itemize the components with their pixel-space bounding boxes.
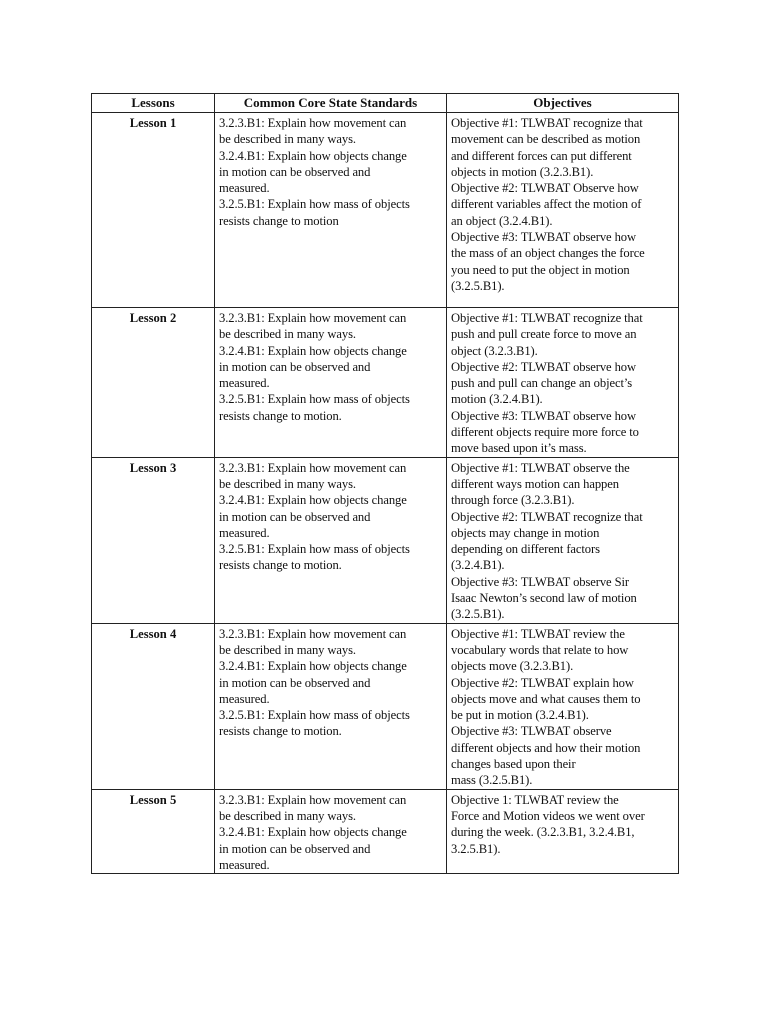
standards-line: 3.2.4.B1: Explain how objects change bbox=[219, 825, 407, 840]
objectives-line: push and pull can change an object’s bbox=[451, 376, 633, 391]
standards-line: resists change to motion. bbox=[219, 724, 342, 739]
standards-line: in motion can be observed and bbox=[219, 509, 371, 524]
table-header-row bbox=[92, 94, 679, 113]
objectives-line: different variables affect the motion of bbox=[451, 197, 642, 212]
standards-cell bbox=[215, 457, 447, 623]
standards-line: 3.2.5.B1: Explain how mass of objects bbox=[219, 197, 410, 212]
standards-line: be described in many ways. bbox=[219, 132, 356, 147]
standards-line: 3.2.4.B1: Explain how objects change bbox=[219, 148, 407, 163]
objectives-cell bbox=[447, 308, 679, 458]
standards-line: 3.2.3.B1: Explain how movement can bbox=[219, 311, 407, 325]
standards-line: 3.2.4.B1: Explain how objects change bbox=[219, 343, 407, 358]
objectives-line: you need to put the object in motion bbox=[451, 262, 630, 277]
objectives-line: objects move (3.2.3.B1). bbox=[451, 659, 574, 674]
objectives-cell bbox=[447, 457, 679, 623]
objectives-line: Objective #2: TLWBAT explain how bbox=[451, 675, 634, 690]
objectives-line: Objective #3: TLWBAT observe how bbox=[451, 230, 636, 245]
objectives-cell bbox=[447, 113, 679, 308]
objectives-line: move based upon it’s mass. bbox=[451, 441, 587, 456]
standards-line: resists change to motion. bbox=[219, 558, 342, 573]
standards-line: in motion can be observed and bbox=[219, 841, 371, 856]
objectives-line: Objective #1: TLWBAT recognize that bbox=[451, 116, 643, 130]
objectives-line: different objects and how their motion bbox=[451, 740, 641, 755]
objectives-cell bbox=[447, 789, 679, 873]
standards-line: in motion can be observed and bbox=[219, 164, 371, 179]
standards-cell bbox=[215, 623, 447, 789]
objectives-line: through force (3.2.3.B1). bbox=[451, 493, 575, 508]
objectives-line: be put in motion (3.2.4.B1). bbox=[451, 708, 589, 723]
objectives-line: (3.2.4.B1). bbox=[451, 558, 505, 573]
table-row bbox=[92, 308, 679, 458]
standards-line: be described in many ways. bbox=[219, 327, 356, 342]
objectives-line: Objective #3: TLWBAT observe bbox=[451, 724, 612, 739]
objectives-line: (3.2.5.B1). bbox=[451, 278, 505, 293]
objectives-line: Objective #1: TLWBAT review the bbox=[451, 626, 625, 641]
objectives-line: (3.2.5.B1). bbox=[451, 607, 505, 622]
objectives-line: movement can be described as motion bbox=[451, 132, 641, 147]
objectives-line: changes based upon their bbox=[451, 757, 576, 772]
objectives-line: mass (3.2.5.B1). bbox=[451, 773, 533, 788]
header-objectives: Objectives bbox=[447, 94, 679, 113]
objectives-line: Objective #3: TLWBAT observe how bbox=[451, 408, 636, 423]
standards-line: 3.2.4.B1: Explain how objects change bbox=[219, 493, 407, 508]
objectives-line: Objective #2: TLWBAT Observe how bbox=[451, 181, 639, 196]
header-standards: Common Core State Standards bbox=[215, 94, 447, 113]
standards-line: resists change to motion bbox=[219, 213, 339, 228]
objectives-line: objects move and what causes them to bbox=[451, 691, 641, 706]
lesson-name-cell: Lesson 2 bbox=[92, 308, 215, 458]
objectives-line: push and pull create force to move an bbox=[451, 327, 637, 342]
objectives-line: Objective #1: TLWBAT recognize that bbox=[451, 311, 643, 325]
lesson-name-cell: Lesson 1 bbox=[92, 113, 215, 308]
lesson-name-cell: Lesson 4 bbox=[92, 623, 215, 789]
objectives-line: Objective 1: TLWBAT review the bbox=[451, 792, 619, 807]
standards-line: 3.2.3.B1: Explain how movement can bbox=[219, 460, 407, 475]
objectives-line: different ways motion can happen bbox=[451, 476, 619, 491]
objectives-line: Objective #1: TLWBAT observe the bbox=[451, 460, 630, 475]
standards-line: be described in many ways. bbox=[219, 808, 356, 823]
objectives-line: objects in motion (3.2.3.B1). bbox=[451, 164, 594, 179]
standards-line: measured. bbox=[219, 181, 270, 196]
table-row bbox=[92, 789, 679, 873]
standards-line: be described in many ways. bbox=[219, 476, 356, 491]
lesson-plan-table bbox=[91, 93, 679, 874]
header-lessons: Lessons bbox=[92, 94, 215, 113]
objectives-line: depending on different factors bbox=[451, 542, 600, 557]
document-page bbox=[91, 93, 678, 874]
standards-cell bbox=[215, 308, 447, 458]
standards-line: 3.2.4.B1: Explain how objects change bbox=[219, 659, 407, 674]
standards-line: in motion can be observed and bbox=[219, 675, 371, 690]
standards-line: resists change to motion. bbox=[219, 408, 342, 423]
lesson-name-cell: Lesson 3 bbox=[92, 457, 215, 623]
objectives-line: during the week. (3.2.3.B1, 3.2.4.B1, bbox=[451, 825, 635, 840]
objectives-line: object (3.2.3.B1). bbox=[451, 343, 538, 358]
objectives-line: an object (3.2.4.B1). bbox=[451, 213, 553, 228]
objectives-line: the mass of an object changes the force bbox=[451, 246, 645, 261]
standards-line: 3.2.5.B1: Explain how mass of objects bbox=[219, 542, 410, 557]
standards-line: be described in many ways. bbox=[219, 642, 356, 657]
lesson-name-cell: Lesson 5 bbox=[92, 789, 215, 873]
standards-line: 3.2.3.B1: Explain how movement can bbox=[219, 792, 407, 807]
standards-line: 3.2.5.B1: Explain how mass of objects bbox=[219, 392, 410, 407]
table-row bbox=[92, 457, 679, 623]
standards-line: in motion can be observed and bbox=[219, 359, 371, 374]
standards-line: 3.2.5.B1: Explain how mass of objects bbox=[219, 708, 410, 723]
standards-line: measured. bbox=[219, 857, 270, 872]
objectives-line: objects may change in motion bbox=[451, 525, 600, 540]
objectives-line: Isaac Newton’s second law of motion bbox=[451, 591, 637, 606]
standards-line: 3.2.3.B1: Explain how movement can bbox=[219, 116, 407, 130]
objectives-line: Force and Motion videos we went over bbox=[451, 808, 645, 823]
standards-cell bbox=[215, 789, 447, 873]
table-row bbox=[92, 113, 679, 308]
standards-cell bbox=[215, 113, 447, 308]
objectives-line: and different forces can put different bbox=[451, 148, 632, 163]
objectives-cell bbox=[447, 623, 679, 789]
objectives-line: different objects require more force to bbox=[451, 425, 639, 440]
standards-line: measured. bbox=[219, 376, 270, 391]
standards-line: measured. bbox=[219, 691, 270, 706]
objectives-line: vocabulary words that relate to how bbox=[451, 642, 629, 657]
standards-line: 3.2.3.B1: Explain how movement can bbox=[219, 626, 407, 641]
objectives-line: motion (3.2.4.B1). bbox=[451, 392, 543, 407]
objectives-line: Objective #2: TLWBAT recognize that bbox=[451, 509, 643, 524]
objectives-line: Objective #3: TLWBAT observe Sir bbox=[451, 574, 629, 589]
standards-line: measured. bbox=[219, 525, 270, 540]
objectives-line: 3.2.5.B1). bbox=[451, 841, 501, 856]
objectives-line: Objective #2: TLWBAT observe how bbox=[451, 359, 636, 374]
table-row bbox=[92, 623, 679, 789]
